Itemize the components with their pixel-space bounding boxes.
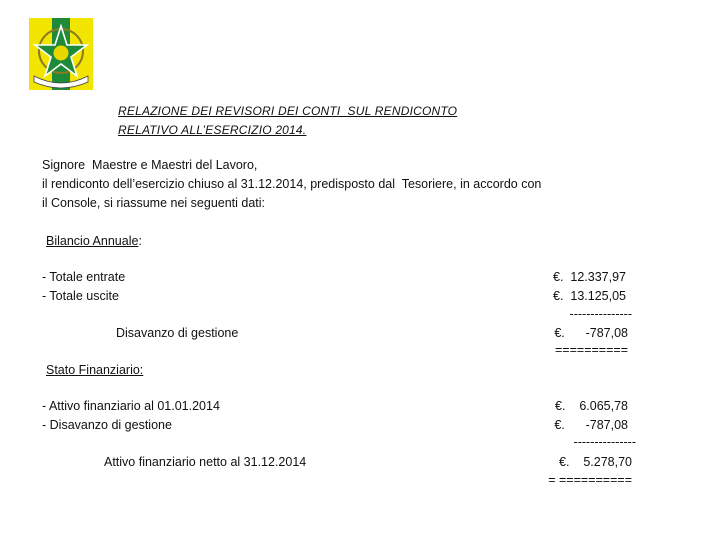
row-label-disavanzo: - Disavanzo di gestione (42, 418, 172, 432)
subtotal-dashes: --------------- (569, 307, 632, 321)
attivo-netto-value: €. 5.278,70 (559, 455, 632, 469)
bilancio-heading-text: Bilancio Annuale (46, 234, 139, 248)
report-title-line-1: RELAZIONE DEI REVISORI DEI CONTI SUL RENDICONTO (118, 104, 458, 118)
bilancio-heading-colon: : (138, 234, 142, 248)
row-label-uscite: - Totale uscite (42, 289, 119, 303)
star-emblem-icon (28, 18, 94, 90)
subtotal-dashes: --------------- (573, 435, 636, 449)
total-double-line: ========== (555, 343, 628, 357)
row-value-attivo-iniziale: €. 6.065,78 (555, 399, 628, 413)
row-label-entrate: - Totale entrate (42, 270, 126, 284)
report-title-line-2: RELATIVO ALL’ESERCIZIO 2014. (118, 123, 307, 137)
stato-heading: Stato Finanziario: (46, 363, 144, 377)
disavanzo-value: €. -787,08 (554, 326, 628, 340)
row-value-disavanzo: €. -787,08 (554, 418, 628, 432)
row-label-attivo-iniziale: - Attivo finanziario al 01.01.2014 (42, 399, 220, 413)
bilancio-heading (46, 234, 142, 248)
row-value-uscite: €. 13.125,05 (553, 289, 626, 303)
row-value-entrate: €. 12.337,97 (553, 270, 626, 284)
intro-line: il Console, si riassume nei seguenti dati: (42, 196, 266, 210)
intro-line: il rendiconto dell’esercizio chiuso al 31.12.2014, predisposto dal Tesoriere, in accordo con (42, 177, 542, 191)
salutation: Signore Maestre e Maestri del Lavoro, (42, 158, 258, 172)
total-double-line: = ========== (548, 473, 632, 487)
logo (28, 18, 94, 90)
disavanzo-label: Disavanzo di gestione (116, 326, 239, 340)
attivo-netto-label: Attivo finanziario netto al 31.12.2014 (104, 455, 307, 469)
